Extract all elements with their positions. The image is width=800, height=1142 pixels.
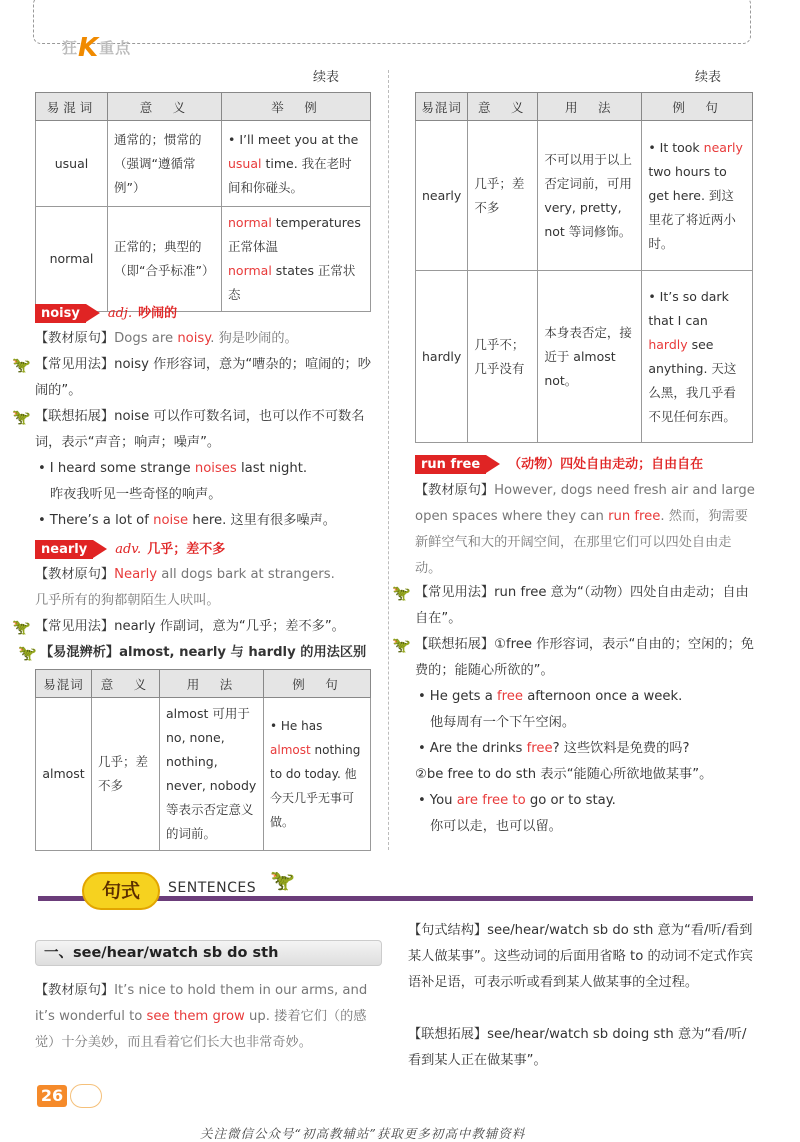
diff-heading-nearly: 【易混辨析】almost, nearly 与 hardly 的用法区别 [40, 645, 367, 660]
confusable-table-usual-normal [35, 92, 371, 312]
dino-icon: 🦖 [392, 636, 411, 654]
word-cell: usual [36, 121, 108, 207]
col-header: 意 义 [468, 93, 538, 121]
example-free-2: • Are the drinks free? 这些饮料是免费的吗? [418, 736, 754, 762]
usage-noisy: 【常见用法】noisy 作形容词，意为“嘈杂的；喧闹的；吵闹的”。 [35, 357, 371, 398]
dino-icon: 🦖 [12, 618, 31, 636]
confusable-table-nearly-hardly [415, 92, 753, 443]
example-noise-2: • There’s a lot of noise here. 这里有很多噪声。 [38, 508, 378, 534]
source-sentence-noisy: 【教材原句】Dogs are noisy. 狗是吵闹的。 [35, 331, 298, 346]
extension-run-free: 【联想拓展】①free 作形容词，表示“自由的；空闲的；免费的；能随心所欲的”。 [415, 637, 754, 678]
example-cell: • It took nearly two hours to get here. 到这里花了将近两小时。 [642, 121, 753, 271]
sentences-badge: 句式 [82, 872, 160, 910]
col-header: 易混词 [36, 93, 108, 121]
example-free-3: • You are free to go or to stay. 你可以走，也可以留。 [418, 788, 754, 840]
confusable-table-almost [35, 669, 371, 851]
meaning-cell: 通常的；惯常的（强调“遵循常例”） [108, 121, 222, 207]
brand-logo: 狂K重点 [62, 33, 132, 63]
meaning-cell: 几乎；差不多 [468, 121, 538, 271]
sentences-title: SENTENCES [168, 880, 257, 896]
word-cell: almost [36, 698, 92, 851]
example-free-1: • He gets a free afternoon once a week. 他每周有一个下午空闲。 [418, 684, 754, 736]
extension-be-free-to: ②be free to do sth 表示“能随心所欲地做某事”。 [415, 767, 713, 782]
usage-nearly: 【常见用法】nearly 作副词，意为“几乎；差不多”。 [35, 619, 345, 634]
dino-icon: 🦖 [270, 868, 295, 892]
source-sentence-nearly: 【教材原句】Nearly all dogs bark at strangers. 几乎所有的狗都朝陌生人吠叫。 [35, 567, 335, 608]
dino-icon: 🦖 [392, 584, 411, 602]
dino-icon: 🦖 [18, 644, 37, 662]
col-header: 用 法 [160, 670, 264, 698]
usage-cell: 本身表否定，接近于 almost not。 [538, 271, 642, 443]
col-header: 意 义 [92, 670, 160, 698]
source-sentence-pattern: 【教材原句】It’s nice to hold them in our arms, and it’s wonderful to see them grow up. 搂着它们（的感觉）十分美妙，而且看着它们长大也非常奇妙。 [35, 983, 368, 1050]
example-cell: • He has almost nothing to do today. 他今天几乎无事可做。 [264, 698, 371, 851]
col-header: 举 例 [222, 93, 371, 121]
entry-heading-run-free: run free （动物）四处自由走动；自由自在 [415, 453, 703, 474]
meaning-cell: 正常的；典型的（即“合乎标准”） [108, 207, 222, 312]
header-frame [33, 0, 751, 44]
example-cell: • I’ll meet you at the usual time. 我在老时间和你碰头。 [222, 121, 371, 207]
col-header: 意 义 [108, 93, 222, 121]
col-header: 例 句 [642, 93, 753, 121]
column-divider [388, 70, 389, 850]
col-header: 易混词 [36, 670, 92, 698]
dino-icon: 🦖 [12, 356, 31, 374]
example-cell: • It’s so dark that I can hardly see anything. 天这么黑，我几乎看不见任何东西。 [642, 271, 753, 443]
usage-cell: almost 可用于 no, none, nothing, never, nobody 等表示否定意义的词前。 [160, 698, 264, 851]
footer-notice: 关注微信公众号“初高教辅站”获取更多初高中教辅资料 [200, 1126, 526, 1141]
col-header: 用 法 [538, 93, 642, 121]
usage-run-free: 【常见用法】run free 意为“（动物）四处自由走动；自由自在”。 [415, 585, 749, 626]
continued-label-left: 续表 [313, 70, 340, 85]
page-number: 26 [37, 1085, 67, 1107]
entry-heading-noisy: noisy adj. 吵闹的 [35, 302, 177, 323]
usage-cell: 不可以用于以上否定词前，可用 very, pretty, not 等词修饰。 [538, 121, 642, 271]
rose-ornament-icon [70, 1084, 102, 1108]
col-header: 例 句 [264, 670, 371, 698]
source-sentence-run-free: 【教材原句】However, dogs need fresh air and large open spaces where they can run free. 然而，狗需要新鲜空气和大的开阔空间，在那里它们可以四处自由走动。 [415, 483, 755, 576]
entry-heading-nearly: nearly adv. 几乎；差不多 [35, 538, 225, 559]
meaning-cell: 几乎；差不多 [92, 698, 160, 851]
pattern-extension: 【联想拓展】see/hear/watch sb doing sth 意为“看/听/看到某人正在做某事”。 [408, 1027, 747, 1068]
word-cell: normal [36, 207, 108, 312]
word-cell: hardly [416, 271, 468, 443]
word-cell: nearly [416, 121, 468, 271]
extension-noisy: 【联想拓展】noise 可以作可数名词，也可以作不可数名词，表示“声音；响声；噪声”。 [35, 409, 365, 450]
col-header: 易混词 [416, 93, 468, 121]
meaning-cell: 几乎不；几乎没有 [468, 271, 538, 443]
continued-label-right: 续表 [695, 70, 722, 85]
example-noise-1: • I heard some strange noises last night. 昨夜我听见一些奇怪的响声。 [38, 456, 378, 508]
dino-icon: 🦖 [12, 408, 31, 426]
pattern-heading: 一、see/hear/watch sb do sth [35, 940, 382, 966]
example-cell: normal temperatures 正常体温 normal states 正常状态 [222, 207, 371, 312]
pattern-structure: 【句式结构】see/hear/watch sb do sth 意为“看/听/看到某人做某事”。这些动词的后面用省略 to 的动词不定式作宾语补足语，可表示听或看到某人做某事的全过程。 [408, 923, 753, 990]
